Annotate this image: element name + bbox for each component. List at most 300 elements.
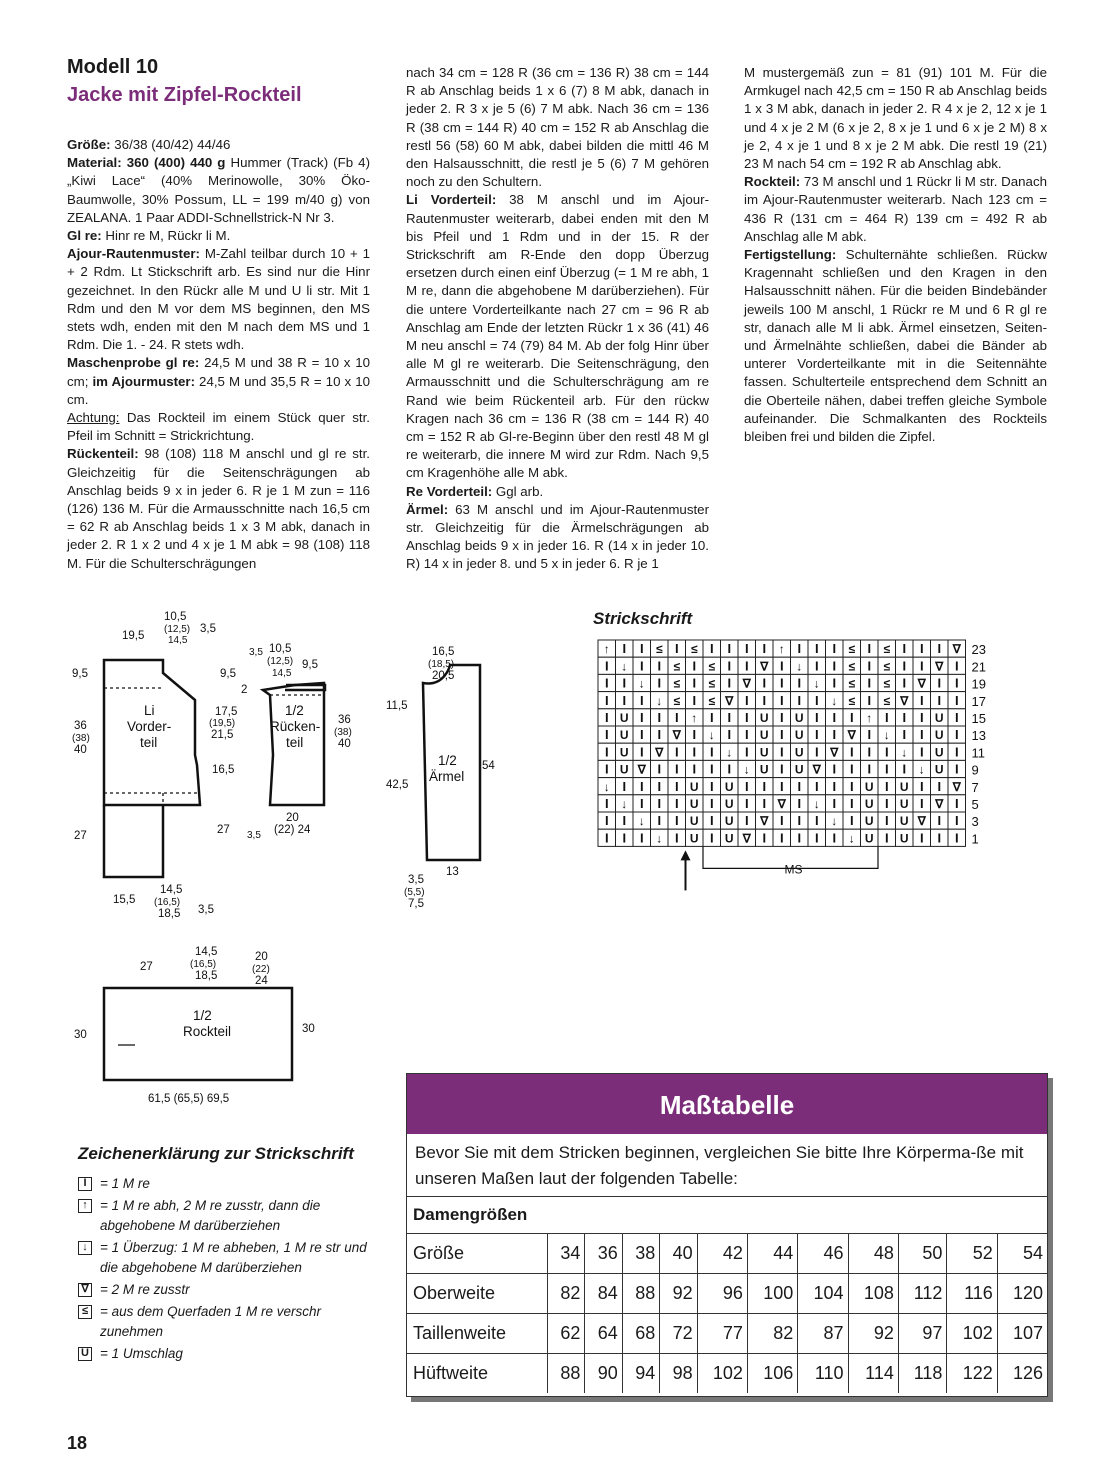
svg-text:U: U [724,814,734,829]
chart-cell [843,709,861,726]
svg-text:↓: ↓ [656,831,663,846]
svg-text:↓: ↓ [708,728,715,743]
svg-text:I: I [604,813,609,829]
svg-text:(19,5): (19,5) [209,718,236,729]
svg-text:I: I [762,641,767,657]
svg-text:I: I [867,658,872,674]
chart-cell [808,726,826,743]
chart-cell [861,812,879,829]
svg-text:1/2: 1/2 [285,703,304,718]
chart-cell [896,726,914,743]
svg-text:I: I [797,641,802,657]
svg-text:U: U [864,814,874,829]
svg-text:∇: ∇ [830,745,839,760]
chart-cell [738,829,756,846]
svg-text:I: I [622,675,627,691]
chart-cell [878,743,896,760]
svg-text:I: I [954,675,959,691]
svg-text:∇: ∇ [917,814,926,829]
svg-text:I: I [954,761,959,777]
chart-cell [738,726,756,743]
chart-cell [721,778,739,795]
svg-text:I: I [779,675,784,691]
chart-cell [826,812,844,829]
front-top-width: 19,5 [122,630,145,642]
model-title: Jacke mit Zipfel-Rockteil [67,84,302,106]
svg-text:≤: ≤ [708,676,716,691]
chart-cell [721,674,739,691]
chart-cell [703,829,721,846]
chart-cell [616,778,634,795]
chart-cell [843,812,861,829]
chart-cell [598,709,616,726]
chart-cell [651,812,669,829]
svg-text:1/2: 1/2 [193,1008,212,1023]
chart-cell [773,795,791,812]
svg-text:↓: ↓ [638,814,645,829]
svg-text:∇: ∇ [917,676,926,691]
svg-text:I: I [919,692,924,708]
chart-cell [931,760,949,777]
chart-cell [791,743,809,760]
svg-text:≤: ≤ [708,693,716,708]
instructions-column-2 [406,64,709,574]
svg-text:I: I [744,710,749,725]
chart-cell [861,674,879,691]
svg-text:61,5 (65,5) 69,5: 61,5 (65,5) 69,5 [148,1093,230,1105]
chart-cell [826,709,844,726]
chart-cell [668,726,686,743]
svg-text:11,5: 11,5 [386,700,408,712]
paragraph: Material: 360 (400) 440 g Hummer (Track) (Fb 4) „Kiwi Lace“ (40% Merinowolle, 30% Öko-Baumwolle, 30% Possum, LL = 199 m/40 g) von ZEALANA. 1 Paar ADDI-Schnellstrick-N Nr 3. [67,155,370,225]
svg-text:I: I [692,744,697,760]
chart-cell [826,692,844,709]
chart-cell [843,692,861,709]
chart-cell [633,778,651,795]
chart-cell [896,657,914,674]
svg-text:I: I [797,692,802,708]
chart-cell [773,829,791,846]
chart-cell [738,692,756,709]
paragraph: Rockteil: 73 M anschl und 1 Rückr li M str. Danach im Ajour-Rautenmuster weiterarb. Nach 123 cm = 436 R (131 cm = 464 R) 139 cm = 492 R ab Anschlag alle M abk. [744,174,1047,244]
svg-text:I: I [657,675,662,691]
svg-text:∇: ∇ [777,797,786,811]
chart-cell [616,743,634,760]
chart-cell [598,674,616,691]
chart-cell [651,743,669,760]
chart-cell [791,795,809,812]
legend-item: ↑ = 1 M re abh, 2 M re zusstr, dann die abgehobene M darüberziehen [78,1196,378,1236]
chart-cell [878,726,896,743]
svg-text:9,5: 9,5 [220,668,236,680]
svg-text:I: I [919,727,924,743]
svg-text:↓: ↓ [813,797,820,811]
svg-text:(16,5): (16,5) [154,897,181,908]
svg-text:I: I [639,710,644,725]
svg-text:≤: ≤ [848,676,856,691]
chart-cell [633,829,651,846]
chart-cell [861,657,879,674]
svg-text:20,5: 20,5 [432,670,455,682]
svg-text:1/2: 1/2 [438,753,457,768]
svg-text:I: I [604,710,609,725]
chart-cell [896,760,914,777]
chart-cell [598,812,616,829]
svg-text:U: U [619,728,629,743]
svg-text:≤: ≤ [883,642,891,657]
chart-cell [808,760,826,777]
chart-cell [773,726,791,743]
legend-item: I = 1 M re [78,1174,378,1194]
row-number: 13 [971,728,986,744]
svg-text:I: I [674,830,679,846]
chart-cell [651,692,669,709]
chart-cell [861,640,879,657]
svg-text:teil: teil [140,735,158,750]
svg-text:I: I [762,692,767,708]
chart-cell [686,760,704,777]
svg-text:U: U [724,779,734,794]
chart-cell [651,726,669,743]
row-number: 15 [971,711,986,726]
chart-cell [668,743,686,760]
svg-text:↓: ↓ [918,762,925,777]
svg-text:I: I [622,641,627,657]
chart-cell [913,795,931,812]
svg-text:↓: ↓ [831,814,838,829]
paragraph: M mustergemäß zun = 81 (91) 101 M. Für die Armkugel nach 42,5 cm = 150 R ab Anschlag beids 1 x 3 M abk, danach in jeder 2. R 4 x je 2, 12 x je 1 und 4 x je 2 M (6 x je 2, 8 x je 1 und 6 x je 2 M) 8 x je 2, 4 x je 1 und 8 x je 2 M abk. Die restl 19 (21) 23 M nach 54 cm = 192 R ab Anschlag abk. [744,65,1047,172]
svg-text:≤: ≤ [848,693,856,708]
chart-cell [633,726,651,743]
svg-text:I: I [622,813,627,829]
chart-cell [598,778,616,795]
svg-text:(12,5): (12,5) [267,656,294,667]
svg-text:I: I [709,778,714,794]
chart-cell [738,640,756,657]
chart-cell [756,812,774,829]
svg-text:U: U [934,728,944,743]
chart-cell [598,829,616,846]
svg-text:I: I [639,830,644,846]
chart-cell [948,726,966,743]
page-number: 18 [67,1433,88,1453]
chart-cell [668,657,686,674]
svg-text:↓: ↓ [883,728,890,743]
svg-text:U: U [759,762,769,777]
row-number: 5 [971,797,979,812]
chart-cell [686,674,704,691]
svg-text:I: I [849,761,854,777]
svg-text:I: I [709,744,714,760]
svg-text:I: I [674,778,679,794]
chart-cell [826,657,844,674]
chart-cell [756,760,774,777]
svg-text:I: I [919,778,924,794]
svg-text:10,5: 10,5 [164,611,187,623]
ms-label: MS [784,862,803,877]
chart-legend [78,1144,378,1366]
svg-text:I: I [744,778,749,794]
chart-cell [598,795,616,812]
chart-cell [808,829,826,846]
svg-text:I: I [657,778,662,794]
svg-text:(16,5): (16,5) [190,959,217,970]
svg-text:I: I [604,727,609,743]
chart-cell [616,726,634,743]
svg-text:≤: ≤ [708,659,716,674]
svg-text:I: I [937,830,942,846]
svg-text:≤: ≤ [883,676,891,691]
paragraph: Ajour-Rautenmuster: M-Zahl teilbar durch 10 + 1 + 2 Rdm. Lt Stickschrift arb. Es sind nur die Hinr gezeichnet. In den Rückr alle M und U li str. Mit 1 Rdm und den M vor dem MS beginnen, den MS stets wdh, enden mit den M nach dem MS und 1 Rdm. Die 1. - 24. R stets wdh. [67,246,370,353]
row-number: 9 [971,762,979,778]
svg-text:U: U [899,797,909,811]
chart-cell [633,692,651,709]
chart-cell [756,726,774,743]
chart-cell [773,778,791,795]
chart-cell [668,640,686,657]
svg-text:I: I [954,796,959,811]
chart-cell [616,812,634,829]
svg-text:I: I [954,658,959,674]
row-number: 17 [971,693,986,709]
svg-text:I: I [604,692,609,708]
chart-cell [791,692,809,709]
chart-cell [896,692,914,709]
svg-text:9,5: 9,5 [72,668,88,680]
svg-text:≤: ≤ [848,642,856,657]
table-row: Taillenweite 62 64 68 72 77 82 87 92 97 102 107 [407,1314,1047,1354]
svg-text:I: I [919,796,924,811]
chart-cell [756,692,774,709]
chart-cell [703,657,721,674]
paragraph: Rückenteil: 98 (108) 118 M anschl und gl re str. Gleichzeitig für die Seitenschrägungen ab Anschlag beids 9 x in jeder 6. R je 1 M zun = 116 (126) 136 M. Für die Armausschnitte nach 16,5 cm = 62 R ab Anschlag beids 1 x 3 M abk, danach in jeder 2. R 1 x 2 und 4 x je 1 M abk = 98 (108) 118 M. Für die Schulterschrägungen [67,446,370,571]
svg-text:I: I [937,641,942,657]
chart-cell [843,674,861,691]
svg-text:≤: ≤ [673,693,681,708]
svg-text:I: I [639,658,644,674]
chart-cell [843,760,861,777]
svg-text:I: I [604,761,609,777]
chart-cell [616,709,634,726]
chart-cell [931,674,949,691]
stitch-symbol-icon: ↑ [78,1199,92,1213]
chart-cell [756,795,774,812]
svg-text:I: I [709,830,714,846]
svg-text:U: U [619,762,629,777]
chart-cell [633,795,651,812]
svg-text:U: U [794,745,804,760]
svg-text:I: I [779,727,784,743]
svg-text:↓: ↓ [743,762,750,777]
chart-cell [948,640,966,657]
svg-text:∇: ∇ [952,779,961,794]
svg-text:I: I [937,813,942,829]
chart-cell [861,709,879,726]
svg-text:I: I [779,658,784,674]
chart-cell [896,743,914,760]
svg-text:U: U [899,831,909,846]
chart-cell [668,778,686,795]
svg-text:I: I [867,761,872,777]
chart-cell [773,640,791,657]
chart-cell [878,692,896,709]
chart-cell [913,760,931,777]
chart-cell [843,640,861,657]
svg-text:I: I [744,692,749,708]
svg-text:I: I [709,796,714,811]
chart-cell [756,657,774,674]
svg-text:I: I [762,675,767,691]
chart-cell [773,760,791,777]
chart-cell [931,709,949,726]
svg-text:U: U [759,745,769,760]
chart-cell [721,726,739,743]
chart-cell [703,726,721,743]
chart-cell [703,640,721,657]
svg-text:17,5: 17,5 [215,706,238,718]
row-number: 23 [971,642,986,658]
chart-cell [791,657,809,674]
svg-text:↓: ↓ [621,659,628,674]
chart-cell [861,795,879,812]
paragraph: Gl re: Hinr re M, Rückr li M. [67,228,231,244]
legend-item: ≤ = aus dem Querfaden 1 M re verschr zunehmen [78,1302,378,1342]
svg-text:∇: ∇ [760,814,769,829]
chart-cell [948,709,966,726]
svg-text:I: I [622,778,627,794]
chart-cell [931,692,949,709]
svg-text:I: I [604,796,609,811]
svg-text:I: I [902,675,907,691]
svg-text:I: I [954,710,959,725]
svg-text:∇: ∇ [742,676,751,691]
chart-cell [721,657,739,674]
svg-text:I: I [832,761,837,777]
paragraph: Li Vorderteil: 38 M anschl und im Ajour-Rautenmuster weiterarb, dabei enden mit den M bis Pfeil und 1 Rdm und in der 15. R der Strickschrift am R-Ende den dopp Überzug ersetzen durch einen einf Überzug (= 1 M re abh, 1 M re, dann die abgehobene M darüberziehen). Für die untere Vorderteilkante nach 27 cm = 96 R ab Anschlag am Ende der letzten Rückr 1 x 36 (41) 46 M neu anschl = 74 (79) 84 M. Ab der folg Hinr über alle M gl re weiterarb. Die Seitenschrägung, den Armausschnitt und die Schulterschrägung am re Rand wie beim Rückenteil arb. Für den rückw Kragen nach 36 cm = 136 R (38 cm = 144 R) 40 cm = 152 R ab Gl-re-Beginn über den restl 48 M gl re weiterarb, die innere M wird zur Rdm. Nach 9,5 cm Kragenhöhe alle M abk. [406,192,709,481]
chart-cell [878,657,896,674]
svg-text:I: I [744,744,749,760]
svg-text:U: U [899,814,909,829]
skirt-schematic [60,940,340,1110]
svg-text:∇: ∇ [935,797,944,811]
row-number: 21 [971,659,986,675]
chart-cell [808,692,826,709]
svg-text:I: I [919,710,924,725]
svg-text:I: I [779,830,784,846]
table-row: Hüftweite 88 90 94 98 102 106 110 114 118 122 126 [407,1354,1047,1394]
chart-cell [843,743,861,760]
svg-text:20: 20 [255,951,268,963]
svg-text:U: U [934,745,944,760]
chart-cell [616,657,634,674]
chart-cell [913,812,931,829]
stitch-chart [590,636,1020,891]
chart-cell [826,829,844,846]
svg-text:I: I [727,658,732,674]
svg-text:I: I [639,796,644,811]
chart-cell [598,657,616,674]
chart-cell [948,778,966,795]
svg-text:U: U [689,831,699,846]
svg-text:(38): (38) [334,727,352,738]
svg-text:15,5: 15,5 [113,894,136,906]
chart-title: Strickschrift [593,609,693,628]
chart-cell [633,657,651,674]
chart-cell [896,640,914,657]
svg-text:I: I [797,813,802,829]
svg-text:∇: ∇ [847,728,856,743]
svg-text:I: I [709,710,714,725]
chart-cell [931,640,949,657]
svg-text:14,5: 14,5 [160,884,183,896]
svg-text:I: I [849,796,854,811]
svg-text:40: 40 [74,744,87,756]
svg-text:I: I [727,761,732,777]
svg-text:40: 40 [338,738,351,750]
chart-cell [686,778,704,795]
chart-cell [808,709,826,726]
svg-text:I: I [902,658,907,674]
chart-cell [686,709,704,726]
chart-cell [598,692,616,709]
svg-text:(12,5): (12,5) [164,624,191,635]
chart-cell [861,829,879,846]
size-table-title: Maßtabelle [407,1074,1047,1134]
svg-text:U: U [794,728,804,743]
chart-cell [686,726,704,743]
chart-cell [843,726,861,743]
chart-cell [896,674,914,691]
svg-text:I: I [622,830,627,846]
svg-text:I: I [919,641,924,657]
svg-text:I: I [797,675,802,691]
svg-text:U: U [759,711,769,725]
svg-text:≤: ≤ [848,659,856,674]
svg-text:I: I [639,778,644,794]
svg-text:24: 24 [255,975,268,987]
svg-text:↑: ↑ [603,642,610,657]
svg-text:I: I [884,710,889,725]
svg-text:I: I [832,778,837,794]
svg-text:∇: ∇ [637,762,646,777]
chart-cell [756,778,774,795]
svg-text:I: I [884,813,889,829]
svg-text:∇: ∇ [760,659,769,674]
svg-text:36: 36 [338,714,351,726]
svg-text:↓: ↓ [901,745,908,760]
svg-text:teil: teil [286,735,304,750]
svg-text:↑: ↑ [778,642,785,657]
chart-cell [773,657,791,674]
svg-text:I: I [832,830,837,846]
svg-text:I: I [779,710,784,725]
svg-text:I: I [674,710,679,725]
stitch-symbol-icon: ≤ [78,1305,92,1319]
size-table [406,1073,1048,1397]
chart-cell [878,778,896,795]
chart-cell [738,760,756,777]
svg-text:I: I [657,710,662,725]
svg-text:I: I [867,744,872,760]
svg-text:U: U [864,779,874,794]
svg-text:U: U [689,797,699,811]
svg-text:I: I [727,710,732,725]
chart-cell [703,812,721,829]
svg-text:I: I [744,813,749,829]
svg-text:I: I [937,692,942,708]
chart-cell [948,812,966,829]
svg-text:(22): (22) [252,964,270,975]
